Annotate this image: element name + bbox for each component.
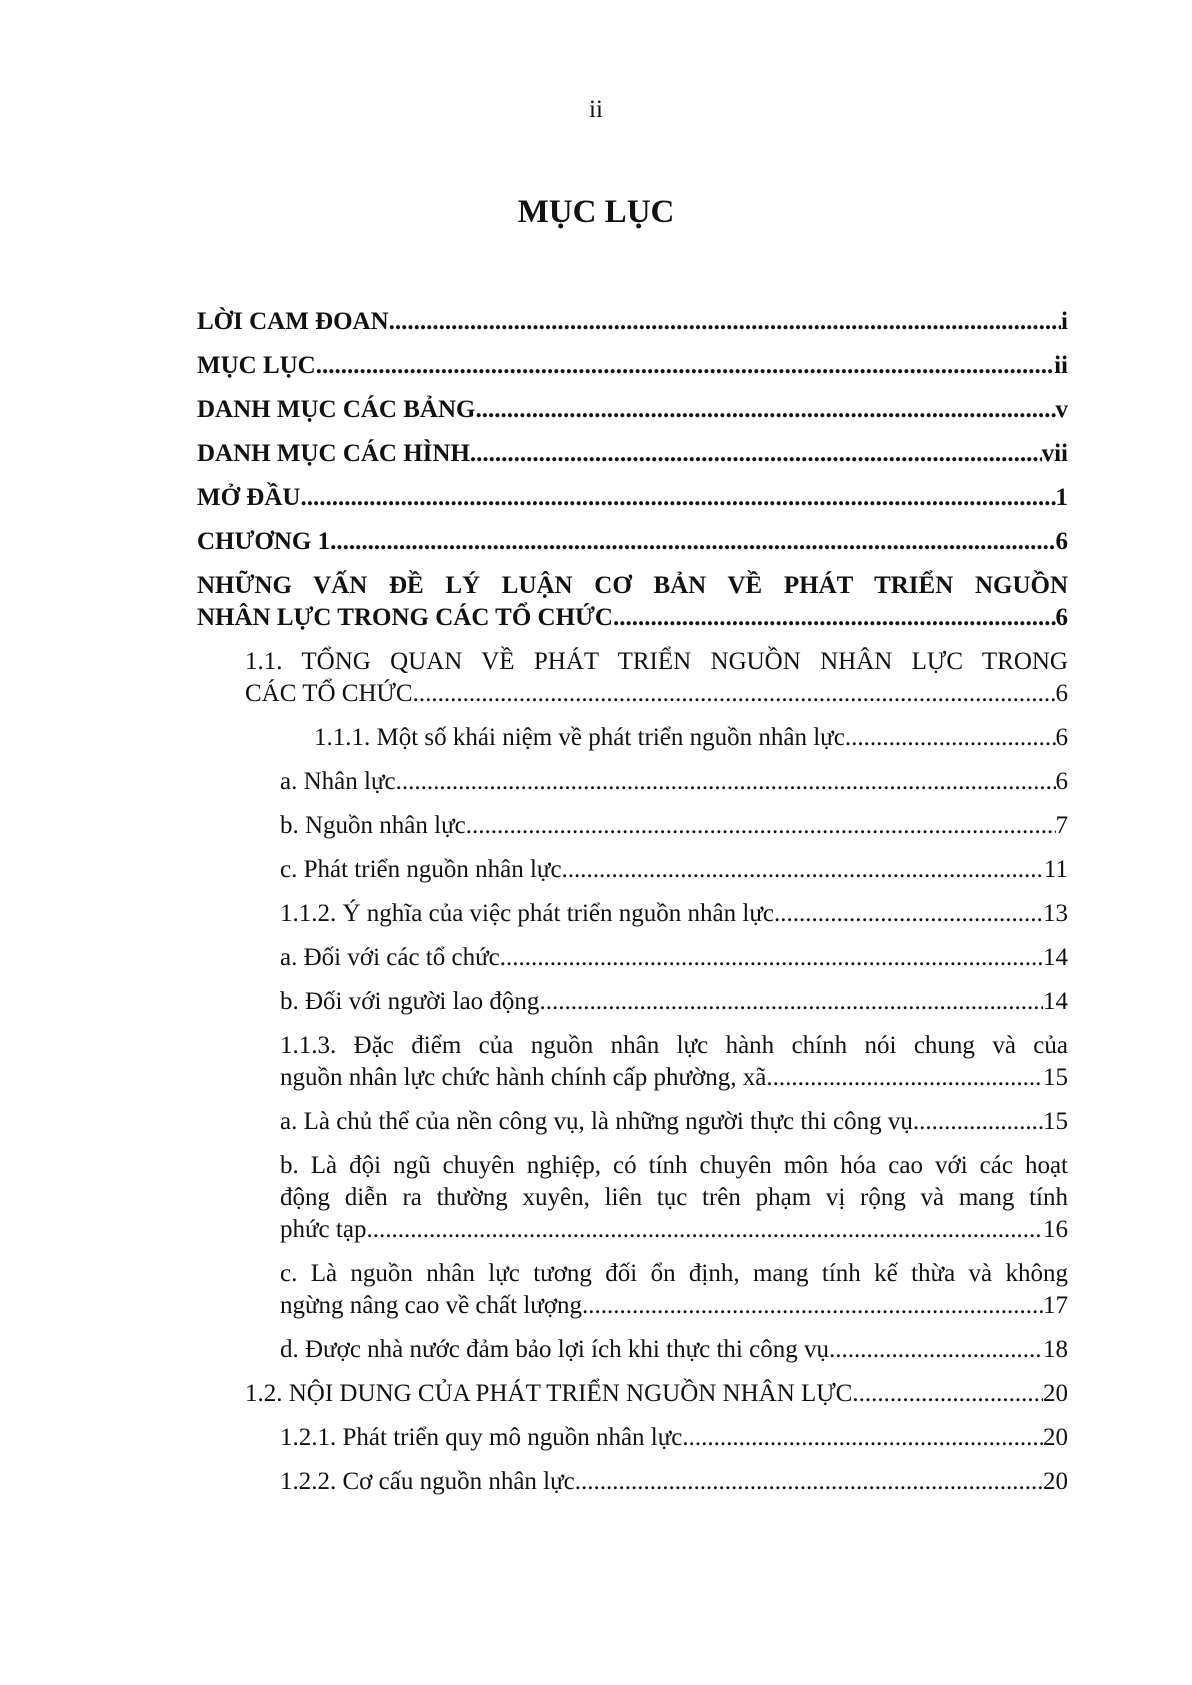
toc-entry-text-line: phức tạp [280,1216,367,1243]
page-title: MỤC LỤC [517,194,675,230]
toc-entry[interactable] [280,1030,1068,1094]
toc-entry-text-line: CÁC TỔ CHỨC [245,680,413,707]
toc-page-number: 6 [1055,724,1068,751]
toc-page-number: 7 [1055,812,1068,839]
toc-entry[interactable] [280,1150,1068,1246]
page-number: ii [589,96,603,123]
toc-page-number: 15 [1043,1108,1068,1135]
toc-entry[interactable] [197,350,1068,382]
toc-entry[interactable] [280,854,1068,886]
toc-page-number: 16 [1043,1216,1068,1243]
dot-leader [500,942,1043,974]
toc-entry[interactable] [197,306,1068,338]
toc-page-number: 6 [1055,768,1068,795]
dot-leader [316,350,1054,382]
toc-entry-text: 1.2. NỘI DUNG CỦA PHÁT TRIỂN NGUỒN NHÂN LỰC [245,1380,853,1407]
toc-entry-text-line: động diễn ra thường xuyên, liên tục trên phạm vị rộng và mang tính [280,1184,1068,1211]
toc-page-number: 20 [1043,1468,1068,1495]
toc-entry-text: MỞ ĐẦU [197,484,301,511]
toc-entry[interactable] [314,722,1068,754]
toc-entry-text-line: ngừng nâng cao về chất lượng [280,1292,583,1319]
dot-leader [682,1422,1043,1454]
dot-leader [396,766,1056,798]
toc-entry-text: DANH MỤC CÁC BẢNG [197,396,476,423]
dot-leader [470,438,1042,470]
toc-entry-text: d. Được nhà nước đảm bảo lợi ích khi thực thi công vụ [280,1336,829,1363]
toc-entry-text: LỜI CAM ĐOAN [197,308,389,335]
dot-leader [330,526,1055,558]
toc-entry-text: 1.2.2. Cơ cấu nguồn nhân lực [280,1468,575,1495]
toc-page-number: 13 [1043,900,1068,927]
toc-page-number: i [1061,308,1068,335]
toc-page-number: 18 [1043,1336,1068,1363]
dot-leader [766,1062,1043,1094]
toc-page-number: 17 [1043,1292,1068,1319]
toc-entry-text-line: 1.1. TỔNG QUAN VỀ PHÁT TRIỂN NGUỒN NHÂN LỰC TRONG [245,648,1068,675]
dot-leader [829,1334,1043,1366]
dot-leader [575,1466,1043,1498]
dot-leader [562,854,1044,886]
toc-entry[interactable] [280,1258,1068,1322]
toc-entry[interactable] [280,898,1068,930]
toc-entry-text: CHƯƠNG 1 [197,528,331,555]
toc-entry-text-line: NHÂN LỰC TRONG CÁC TỔ CHỨC [197,604,613,631]
dot-leader [475,394,1055,426]
dot-leader [539,986,1043,1018]
toc-entry[interactable] [280,986,1068,1018]
toc-page-number: 1 [1055,484,1068,511]
dot-leader [613,602,1056,634]
toc-entry-text: a. Đối với các tổ chức [280,944,500,971]
dot-leader [845,722,1056,754]
toc-entry-text-line: NHỮNG VẤN ĐỀ LÝ LUẬN CƠ BẢN VỀ PHÁT TRIỂN NGUỒN [197,572,1068,599]
dot-leader [852,1378,1043,1410]
toc-page-number: 6 [1055,680,1068,707]
dot-leader [366,1214,1043,1246]
toc-entry[interactable] [280,1334,1068,1366]
dot-leader [774,898,1043,930]
toc-page-number: 6 [1055,604,1068,631]
dot-leader [913,1106,1043,1138]
dot-leader [413,678,1056,710]
toc-entry-text: 1.1.1. Một số khái niệm về phát triển nguồn nhân lực [314,724,845,751]
toc-entry-text-line: c. Là nguồn nhân lực tương đối ổn định, mang tính kế thừa và không [280,1260,1068,1287]
toc-entry-text: a. Nhân lực [280,768,396,795]
toc-entry[interactable] [280,1106,1068,1138]
toc-page-number: 20 [1043,1424,1068,1451]
toc-entry[interactable] [280,810,1068,842]
toc-page-number: v [1055,396,1068,423]
dot-leader [466,810,1056,842]
toc-page-number: 14 [1043,988,1068,1015]
toc-page-number: ii [1054,352,1068,379]
toc-entry-text: b. Đối với người lao động [280,988,540,1015]
toc-page-number: 20 [1043,1380,1068,1407]
toc-entry[interactable] [197,570,1068,634]
toc-entry-text: 1.2.1. Phát triển quy mô nguồn nhân lực [280,1424,683,1451]
toc-entry[interactable] [197,438,1068,470]
toc-entry-text: a. Là chủ thể của nền công vụ, là những người thực thi công vụ [280,1108,913,1135]
dot-leader [389,306,1061,338]
dot-leader [300,482,1055,514]
toc-entry[interactable] [197,482,1068,514]
toc-entry-text-line: nguồn nhân lực chức hành chính cấp phường, xã [280,1064,767,1091]
toc-entry[interactable] [197,394,1068,426]
toc-entry-text-line: 1.1.3. Đặc điểm của nguồn nhân lực hành chính nói chung và của [280,1032,1068,1059]
table-of-contents [197,306,1068,1510]
toc-entry-text-line: b. Là đội ngũ chuyên nghiệp, có tính chuyên môn hóa cao với các hoạt [280,1152,1068,1179]
toc-page-number: 15 [1043,1064,1068,1091]
toc-entry[interactable] [280,1422,1068,1454]
toc-page-number: 14 [1043,944,1068,971]
toc-entry[interactable] [280,766,1068,798]
toc-entry-text: 1.1.2. Ý nghĩa của việc phát triển nguồn nhân lực [280,900,774,927]
toc-page-number: 6 [1055,528,1068,555]
toc-entry-text: c. Phát triển nguồn nhân lực [280,856,562,883]
toc-entry-text: MỤC LỤC [197,352,316,379]
toc-entry[interactable] [245,646,1068,710]
toc-entry-text: DANH MỤC CÁC HÌNH [197,440,470,467]
toc-entry[interactable] [280,942,1068,974]
toc-page-number: 11 [1043,856,1068,883]
toc-entry-text: b. Nguồn nhân lực [280,812,466,839]
toc-entry[interactable] [245,1378,1068,1410]
toc-entry[interactable] [197,526,1068,558]
toc-page-number: vii [1041,440,1068,467]
toc-entry[interactable] [280,1466,1068,1498]
dot-leader [582,1290,1043,1322]
